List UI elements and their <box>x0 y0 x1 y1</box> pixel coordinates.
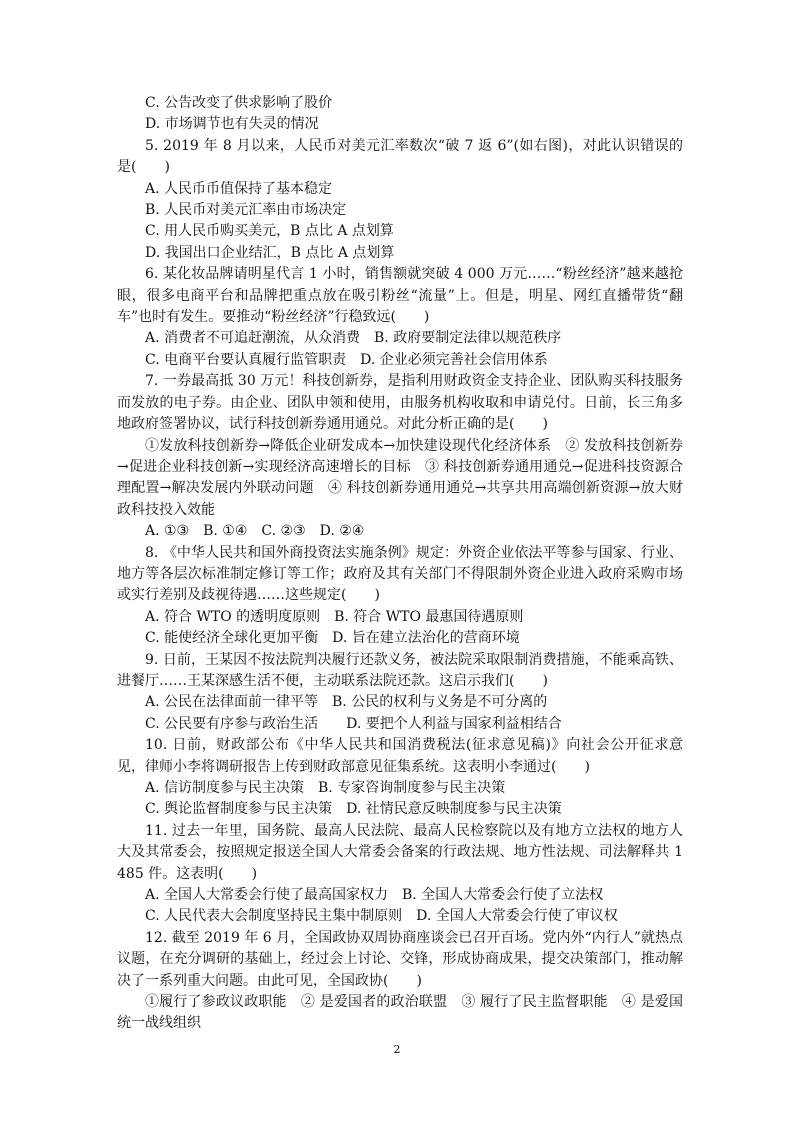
q12-stem: 12. 截至 2019 年 6 月，全国政协双周协商座谈会已召开百场。党内外“内行人”就热点议题，在充分调研的基础上，经过会上讨论、交锋，形成协商成果，提交决策部门，推动解决了一系列重大问题。由此可见，全国政协( ) <box>117 929 683 989</box>
q8-options-ab: A. 符合 WTO 的透明度原则 B. 符合 WTO 最惠国待遇原则 <box>145 608 524 625</box>
q5-option-d: D. 我国出口企业结汇，B 点比 A 点划算 <box>145 244 395 261</box>
q11-options-ab: A. 全国人大常委会行使了最高国家权力 B. 全国人大常委会行使了立法权 <box>145 887 604 904</box>
q6-stem: 6. 某化妆品牌请明星代言 1 小时，销售额就突破 4 000 万元……“粉丝经济”越来越抢眼，很多电商平台和品牌把重点放在吸引粉丝“流量”上。但是，明星、网红直播带货“翻车”也时有发生。要推动“粉丝经济”行稳致远( ) <box>117 266 683 326</box>
question-content <box>117 93 683 1035</box>
q11-options-cd: C. 人民代表大会制度坚持民主集中制原则 D. 全国人大常委会行使了审议权 <box>145 908 618 925</box>
q8-options-cd: C. 能使经济全球化更加平衡 D. 旨在建立法治化的营商环境 <box>145 630 520 647</box>
q6-options-cd: C. 电商平台要认真履行监管职责 D. 企业必须完善社会信用体系 <box>145 351 548 368</box>
q10-options-cd: C. 舆论监督制度参与民主决策 D. 社情民意反映制度参与民主决策 <box>145 801 562 818</box>
q9-options-cd: C. 公民要有序参与政治生活 D. 要把个人利益与国家利益相结合 <box>145 715 562 732</box>
q9-options-ab: A. 公民在法律面前一律平等 B. 公民的权利与义务是不可分离的 <box>145 694 548 711</box>
q11-stem: 11. 过去一年里，国务院、最高人民法院、最高人民检察院以及有地方立法权的地方人大及其常委会，按照规定报送全国人大常委会备案的行政法规、地方性法规、司法解释共 1 485 件。这表明( ) <box>117 822 683 882</box>
q7-stem: 7. 一券最高抵 30 万元！科技创新券，是指利用财政资金支持企业、团队购买科技服务而发放的电子券。由企业、团队申领和使用，由服务机构收取和申请兑付。日前，长三角多地政府签署协议，试行科技创新券通用通兑。对此分析正确的是( ) <box>117 373 683 433</box>
q5-stem: 5. 2019 年 8 月以来，人民币对美元汇率数次“破 7 返 6”(如右图)，对此认识错误的是( ) <box>117 137 683 176</box>
q5-option-b: B. 人民币对美元汇率由市场决定 <box>145 202 347 219</box>
q5-option-a: A. 人民币币值保持了基本稳定 <box>145 180 333 197</box>
q10-options-ab: A. 信访制度参与民主决策 B. 专家咨询制度参与民主决策 <box>145 780 506 796</box>
q5-option-c: C. 用人民币购买美元，B 点比 A 点划算 <box>145 223 394 240</box>
q6-options-ab: A. 消费者不可追赶潮流，从众消费 B. 政府要制定法律以规范秩序 <box>145 330 562 347</box>
q9-stem: 9. 日前，王某因不按法院判决履行还款义务，被法院采取限制消费措施，不能乘高铁、进餐厅……王某深感生活不便，主动联系法院还款。这启示我们( ) <box>117 651 683 689</box>
q12-statements: ①履行了参政议政职能 ② 是爱国者的政治联盟 ③ 履行了民主监督职能 ④ 是爱国统一战线组织 <box>117 994 683 1032</box>
page-number: 2 <box>393 1043 401 1056</box>
q10-stem: 10. 日前，财政部公布《中华人民共和国消费税法(征求意见稿)》向社会公开征求意见，律师小李将调研报告上传到财政部意见征集系统。这表明小李通过( ) <box>117 737 683 775</box>
q7-options: A. ①③ B. ①④ C. ②③ D. ②④ <box>145 523 365 540</box>
q8-stem: 8. 《中华人民共和国外商投资法实施条例》规定：外资企业依法平等参与国家、行业、地方等各层次标准制定修订等工作；政府及其有关部门不得限制外资企业进入政府采购市场或实行差别及歧视待遇……这些规定( ) <box>117 544 683 604</box>
q4-option-d: D. 市场调节也有失灵的情况 <box>145 116 319 133</box>
q7-statements: ①发放科技创新券→降低企业研发成本→加快建设现代化经济体系 ② 发放科技创新券→促进企业科技创新→实现经济高速增长的目标 ③ 科技创新券通用通兑→促进科技资源合理配置→解决发展内外联动问题 ④ 科技创新券通用通兑→共享共用高端创新资源→放大财政科技投入效能 <box>117 437 683 518</box>
q4-option-c: C. 公告改变了供求影响了股价 <box>145 95 333 111</box>
